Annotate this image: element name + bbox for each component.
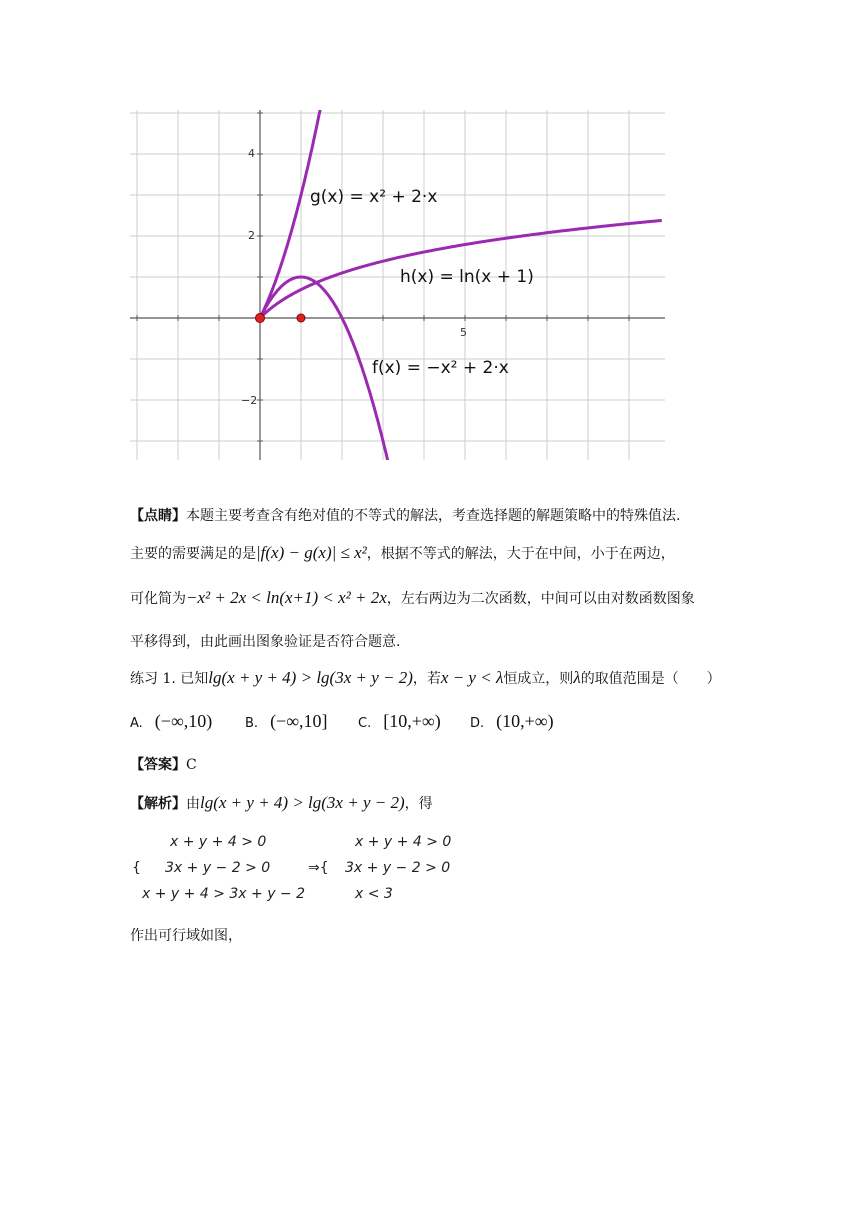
exercise-stem: 练习 1. 已知lg(x + y + 4) > lg(3x + y − 2)，若x − y < λ恒成立，则λ的取值范围是（ ） — [130, 668, 721, 687]
sys-left-brace: { — [132, 860, 141, 876]
label-h: h(x) = ln(x + 1) — [400, 267, 534, 287]
option-c: C. [10,+∞) — [358, 711, 441, 731]
point-origin — [256, 314, 265, 323]
exercise-inequality: x − y < λ — [440, 668, 504, 687]
y-tick-4: 4 — [248, 147, 255, 160]
answer-tag: 【答案】 — [130, 757, 186, 773]
y-tick-neg2: −2 — [241, 394, 258, 407]
abs-inequality: |f(x) − g(x)| ≤ x² — [256, 543, 367, 562]
sys-left-3: x + y + 4 > 3x + y − 2 — [142, 886, 306, 902]
point-x1 — [297, 314, 305, 322]
jiexi-line: 【解析】由lg(x + y + 4) > lg(3x + y − 2)，得 — [130, 793, 433, 812]
y-tick-2: 2 — [248, 229, 255, 242]
jiexi-math: lg(x + y + 4) > lg(3x + y − 2) — [200, 793, 405, 812]
dianjing-tag: 【点睛】 — [130, 508, 186, 524]
exercise-condition: lg(x + y + 4) > lg(3x + y − 2) — [208, 668, 413, 687]
dianjing-line4: 平移得到，由此画出图象验证是否符合题意. — [130, 634, 401, 650]
sys-arrow: ⇒{ — [308, 860, 329, 876]
dianjing-line3: 可化简为−x² + 2x < ln(x+1) < x² + 2x，左右两边为二次函数，中间可以由对数函数图象 — [130, 588, 695, 607]
chain-inequality: −x² + 2x < ln(x+1) < x² + 2x — [186, 588, 387, 607]
sys-right-1: x + y + 4 > 0 — [355, 834, 452, 850]
answer-line — [130, 755, 197, 775]
sys-left-1: x + y + 4 > 0 — [170, 834, 267, 850]
option-d: D. (10,+∞) — [470, 711, 554, 731]
answer-value: C — [186, 757, 197, 773]
dianjing-line2: 主要的需要满足的是|f(x) − g(x)| ≤ x²，根据不等式的解法，大于在中间，小于在两边， — [130, 543, 675, 562]
label-f: f(x) = −x² + 2·x — [372, 358, 509, 378]
function-graph — [130, 110, 665, 460]
x-tick-5: 5 — [460, 326, 467, 339]
jiexi-tag: 【解析】 — [130, 796, 186, 812]
curve-g — [260, 110, 324, 318]
sys-right-2: 3x + y − 2 > 0 — [345, 860, 451, 876]
graph-grid — [130, 110, 665, 460]
sys-left-2: 3x + y − 2 > 0 — [165, 860, 271, 876]
option-b: B. (−∞,10] — [245, 711, 328, 731]
dianjing-line1: 【点睛】本题主要考查含有绝对值的不等式的解法，考查选择题的解题策略中的特殊值法. — [130, 508, 681, 524]
graph-axes — [130, 110, 665, 460]
final-line: 作出可行域如图， — [130, 928, 242, 944]
option-a: A. (−∞,10) — [130, 711, 213, 731]
label-g: g(x) = x² + 2·x — [310, 187, 438, 207]
lambda: λ — [573, 668, 581, 687]
sys-right-3: x < 3 — [355, 886, 393, 902]
